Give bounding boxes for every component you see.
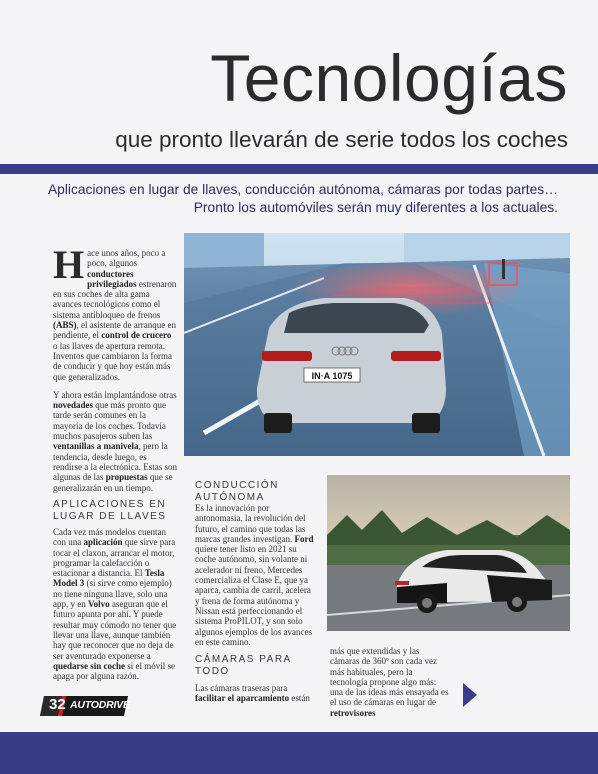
lead-line-1: Aplicaciones en lugar de llaves, conducción autónoma, cámaras por todas partes… [47, 182, 558, 197]
lead-paragraph [0, 181, 558, 217]
photo-test-car-svg [327, 475, 570, 631]
section-text-aplicaciones: Cada vez más modelos cuentan con una aplicación que sirve para tocar el claxon, arrancar el motor, programar la calefacción o estacionar a distancia. El Tesla Model 3 (si sirve como ejemplo) no tiene ninguna llave, solo una app, y en Volvo aseguran que el futuro apunta por ahí. Y puede resultar muy cómodo no tener que llevar una llave, aunque también hay que reconocer que no deja de ser aventurado exponerse a quedarse sin coche si el móvil se apaga por alguna razón. [53, 527, 177, 682]
photo-autonomous-audi [184, 233, 570, 456]
continue-arrow-icon [463, 683, 477, 707]
lead-line-2: Pronto los automóviles serán muy diferentes a los actuales. [193, 200, 558, 215]
section-text-conduccion: Es la innovación por antonomasia, la revolución del futuro, el camino que todas las marcas grandes investigan. Ford quiere tener listo en 2021 su coche autónomo, sin volante ni acelerador ni freno, Mercedes comercializa el Clase E, que ya aparca, cambia de carril, acelera y frena de forma autónoma y Nissan está perfeccionando el sistema ProPILOT, y son solo algunos ejemplos de los avances en este camino. [195, 503, 314, 647]
section-text-camaras-continued: más que extendidas y las cámaras de 360º son cada vez más habituales, pero la tecnología propone algo más: una de las ideas más ensayada es el uso de cámaras en lugar de retrovisores [330, 646, 449, 718]
page-title: Tecnologías [210, 41, 568, 115]
header-rule [0, 164, 598, 174]
section-heading-conduccion: CONDUCCIÓN AUTÓNOMA [195, 480, 279, 503]
page-number: 32 [49, 696, 66, 713]
drop-cap: H [53, 242, 85, 287]
brand-name: AUTODRIVE [70, 699, 130, 711]
intro-text: Hace unos años, poco a poco, algunos conductores privilegiados estrenaron en sus coches de alta gama avances tecnológicos como el sistema antibloqueo de frenos (ABS), el asistente de arranque en pendiente, el control de crucero o las llaves de apertura remota. Inventos que cambiaron la forma de conducir y que hoy están más que generalizados. Y ahora están implantándose otras novedades que más pronto que tarde serán comunes en la mayoría de los coches. Todavía muchos pasajeros suben las ventanillas a manivela, pero la tendencia, desde luego, es rendirse a la electrónica. Estas son algunas de las propuestas que se generalizarán en un tiempo. [53, 242, 177, 493]
page-subtitle: que pronto llevarán de serie todos los coches [115, 127, 568, 152]
section-text-camaras: Las cámaras traseras para facilitar el aparcamiento están [195, 683, 310, 704]
section-heading-camaras: CÁMARAS PARA TODO [195, 654, 292, 677]
photo-autonomous-audi-svg [184, 233, 570, 456]
license-plate: IN·A 1075 [311, 371, 353, 381]
footer-band [0, 732, 598, 774]
photo-test-car [327, 475, 570, 631]
section-heading-aplicaciones: APLICACIONES EN LUGAR DE LLAVES [53, 499, 167, 522]
